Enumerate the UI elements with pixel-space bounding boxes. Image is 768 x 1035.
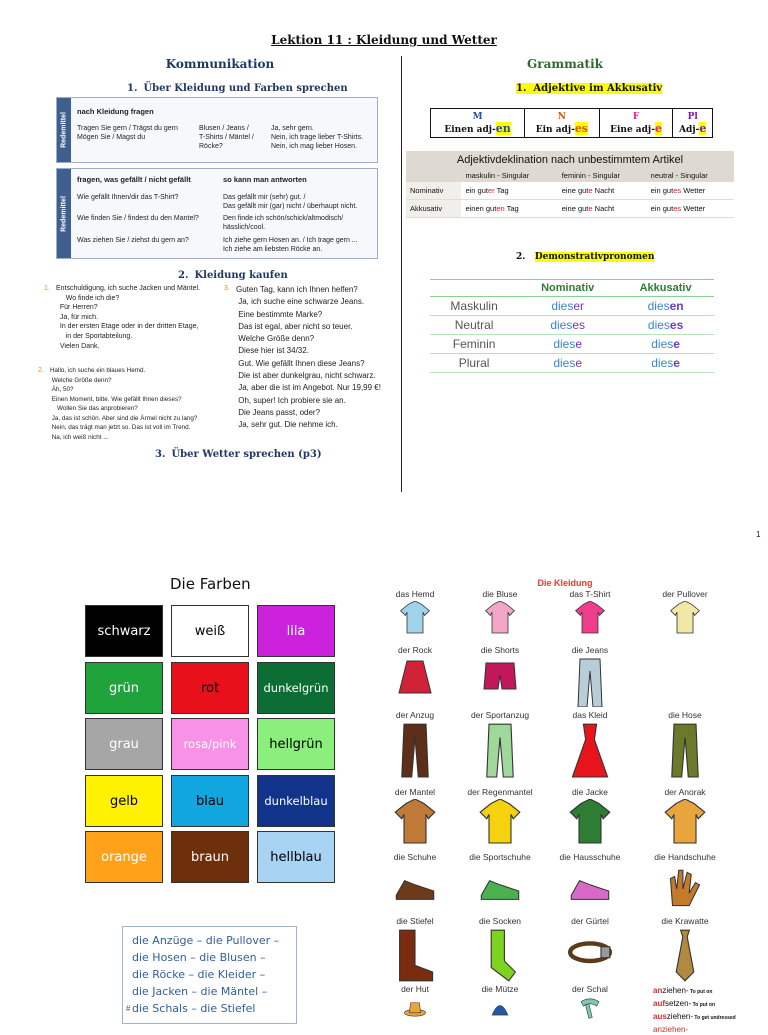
jeans-icon bbox=[568, 657, 612, 707]
demonstrative-header: Akkusativ bbox=[617, 280, 714, 297]
adjective-ending-row bbox=[431, 109, 713, 138]
verb-prefix: an bbox=[653, 986, 663, 995]
color-swatch-dunkelblau: dunkelblau bbox=[257, 775, 335, 827]
dress-icon bbox=[568, 722, 612, 787]
verb-line bbox=[653, 998, 736, 1011]
demonstrative-label: Neutral bbox=[430, 316, 518, 335]
declension-prefix: einen gut bbox=[465, 204, 497, 213]
gender-form-prefix: Adj- bbox=[679, 124, 700, 135]
demonstrative-header: Nominativ bbox=[518, 280, 617, 297]
declension-noun: Tag bbox=[494, 186, 509, 195]
declension-header-row bbox=[406, 169, 734, 182]
declension-body bbox=[406, 182, 734, 218]
gender-form bbox=[431, 123, 524, 136]
demonstrative-ending: e bbox=[673, 337, 680, 351]
clothing-label: der Hut bbox=[401, 984, 429, 994]
demonstrative-stem: dies bbox=[550, 318, 573, 332]
declension-prefix: ein gut bbox=[650, 186, 674, 195]
box1-col1: Tragen Sie gern / Trägst du gern Mögen Sie / Magst du bbox=[77, 125, 178, 141]
declension-row bbox=[406, 200, 734, 218]
blouse-icon bbox=[478, 601, 522, 641]
shirt-icon bbox=[393, 601, 437, 641]
demonstrative-stem: dies bbox=[551, 299, 574, 313]
dialog-1-number: 1. bbox=[44, 285, 50, 292]
declension-case-label: Akkusativ bbox=[406, 200, 461, 218]
tie-icon bbox=[663, 928, 707, 986]
demonstrative-row bbox=[430, 316, 714, 335]
sweater-icon bbox=[663, 601, 707, 641]
section-2-heading bbox=[178, 270, 288, 281]
clothing-label: der Mantel bbox=[394, 787, 436, 797]
declension-prefix: ein gut bbox=[465, 186, 488, 195]
sneakers-icon bbox=[478, 864, 522, 916]
clothing-label: die Sportschuhe bbox=[469, 852, 531, 862]
clothing-label: der Anorak bbox=[664, 787, 706, 797]
demonstrative-label: Maskulin bbox=[430, 297, 518, 316]
clothing-label: die Socken bbox=[478, 916, 522, 926]
box2-question-1: Wie gefällt Ihnen/dir das T-Shirt? bbox=[77, 194, 179, 201]
demonstrative-header-empty bbox=[430, 280, 518, 297]
demonstrative-ending: e bbox=[575, 337, 583, 351]
clothing-label: der Gürtel bbox=[571, 916, 609, 926]
demonstrative-akkusativ bbox=[617, 297, 714, 316]
declension-prefix: eine gut bbox=[561, 204, 589, 213]
page-number: 1 bbox=[756, 530, 761, 539]
clothing-label: der Rock bbox=[397, 645, 432, 655]
declension-noun: Nacht bbox=[592, 204, 615, 213]
demonstrative-ending: es bbox=[669, 318, 684, 332]
adjective-ending-table bbox=[430, 108, 713, 138]
color-swatch-blau: blau bbox=[171, 775, 249, 827]
clothing-label: die Stiefel bbox=[396, 916, 434, 926]
clothing-label: die Jacke bbox=[572, 787, 608, 797]
verb-rest: anziehen- bbox=[653, 1025, 689, 1034]
grammar-1-heading bbox=[516, 83, 662, 94]
box1-col2: Blusen / Jeans / T-Shirts / Mäntel / Röcke? bbox=[199, 125, 254, 150]
dialog-3: Guten Tag, kann ich Ihnen helfen? Ja, ich suche eine schwarze Jeans. Eine bestimmte Marke? Das ist egal, aber nicht so teuer. Welche Größe denn? Diese hier ist 34/32. Gut. Wie gefällt Ihnen diese Jeans? Die ist aber dunkelgrau, nicht schwarz. Ja, aber die ist im Angebot. Nur 19,99 €! Oh, super! Ich probiere sie an. Die Jeans passt, oder? Ja, sehr gut. Die nehme ich. bbox=[236, 285, 381, 430]
gender-form-prefix: Eine adj- bbox=[610, 124, 655, 135]
kommunikation-heading: Kommunikation bbox=[165, 57, 275, 71]
verb-prefix: auf bbox=[653, 999, 665, 1008]
box2-answer-2: Den finde ich schön/schick/altmodisch/ hässlich/cool. bbox=[223, 215, 344, 231]
grammar-2-heading bbox=[516, 252, 654, 262]
demonstrative-stem: dies bbox=[553, 337, 576, 351]
verb-rest: ziehen- bbox=[662, 986, 689, 995]
declension-table bbox=[406, 151, 734, 218]
section-3-heading bbox=[155, 449, 322, 460]
gender-form bbox=[673, 123, 712, 136]
clothing-label: das T-Shirt bbox=[569, 589, 611, 599]
demonstrative-stem: dies bbox=[651, 356, 674, 370]
dialog-2-number: 2. bbox=[38, 367, 44, 374]
gender-label: Pl bbox=[687, 111, 698, 122]
verb-rest: setzen- bbox=[665, 999, 692, 1008]
color-swatch-orange: orange bbox=[85, 831, 163, 883]
clothing-label: die Handschuhe bbox=[654, 852, 716, 862]
clothing-label: die Schuhe bbox=[393, 852, 437, 862]
dialog-1: Entschuldigung, ich suche Jacken und Mäntel. Wo finde ich die? Für Herren? Ja, für mich. In der ersten Etage oder in der dritten Etage, in der Sportabteilung. Vielen Dank. bbox=[56, 285, 200, 350]
scarf-icon bbox=[568, 996, 612, 1024]
grammar-1-number: 1. bbox=[516, 83, 527, 94]
declension-ending: e bbox=[588, 204, 593, 213]
gender-form bbox=[525, 123, 598, 136]
clothing-label: der Sportanzug bbox=[470, 710, 530, 720]
gender-form-prefix: Einen adj- bbox=[444, 124, 496, 135]
declension-noun: Tag bbox=[504, 204, 519, 213]
color-swatch-schwarz: schwarz bbox=[85, 605, 163, 657]
demonstrative-row bbox=[430, 297, 714, 316]
gender-form-ending: es bbox=[574, 121, 589, 135]
color-swatch-hellgrün: hellgrün bbox=[257, 718, 335, 770]
skirt-icon bbox=[393, 657, 437, 707]
demonstrative-stem: dies bbox=[651, 337, 674, 351]
cap-icon bbox=[478, 996, 522, 1024]
boots-icon bbox=[393, 928, 437, 986]
box1-heading: nach Kleidung fragen bbox=[77, 107, 154, 116]
demonstrative-ending: e bbox=[673, 356, 680, 370]
socks-icon bbox=[478, 928, 522, 986]
color-swatch-lila: lila bbox=[257, 605, 335, 657]
declension-noun: Wetter bbox=[681, 186, 706, 195]
clothing-label: die Mütze bbox=[481, 984, 519, 994]
section-1-title: Über Kleidung und Farben sprechen bbox=[143, 83, 348, 94]
color-swatch-dunkelgrün: dunkelgrün bbox=[257, 662, 335, 714]
declension-header: neutral - Singular bbox=[647, 169, 734, 182]
suit-icon bbox=[393, 722, 437, 787]
shorts-icon bbox=[478, 657, 522, 707]
demonstrative-row bbox=[430, 354, 714, 373]
section-1-heading bbox=[127, 83, 348, 94]
declension-noun: Wetter bbox=[681, 204, 706, 213]
section-3-number: 3. bbox=[155, 449, 166, 460]
grammar-2-title: Demonstrativpronomen bbox=[534, 252, 655, 262]
jacket-icon bbox=[568, 799, 612, 854]
demonstrative-ending: er bbox=[573, 299, 585, 313]
gender-label: F bbox=[632, 111, 640, 122]
gender-form-ending: en bbox=[495, 121, 511, 135]
demonstrative-body bbox=[430, 297, 714, 373]
declension-ending: en bbox=[496, 204, 505, 213]
box1-col3: Ja, sehr gern. Nein, ich trage lieber T-Shirts. Nein, ich mag lieber Hosen. bbox=[271, 125, 364, 150]
declension-ending: es bbox=[673, 204, 682, 213]
demonstrative-nominativ bbox=[518, 297, 617, 316]
verb-prefix: aus bbox=[653, 1012, 667, 1021]
gender-form bbox=[600, 123, 673, 136]
verb-list bbox=[653, 985, 736, 1035]
colors-title: Die Farben bbox=[170, 575, 251, 593]
demonstrative-nominativ bbox=[518, 316, 617, 335]
clothing-label: das Hemd bbox=[395, 589, 435, 599]
color-swatch-gelb: gelb bbox=[85, 775, 163, 827]
demonstrative-label: Feminin bbox=[430, 335, 518, 354]
gender-cell-f bbox=[599, 109, 673, 138]
clothing-label: die Jeans bbox=[571, 645, 609, 655]
box2-question-2: Wie finden Sie / findest du den Mantel? bbox=[77, 215, 199, 222]
verb-line bbox=[653, 985, 736, 998]
color-swatch-grün: grün bbox=[85, 662, 163, 714]
redemittel-box-2 bbox=[56, 168, 378, 259]
demonstrative-ending: es bbox=[572, 318, 586, 332]
anorak-icon bbox=[663, 799, 707, 854]
gender-form-prefix: Ein adj- bbox=[535, 124, 575, 135]
tshirt-icon bbox=[568, 601, 612, 641]
redemittel-tab bbox=[57, 169, 71, 258]
declension-cell bbox=[558, 182, 647, 200]
demonstrative-nominativ bbox=[518, 335, 617, 354]
declension-ending: e bbox=[588, 186, 593, 195]
demonstrative-ending: en bbox=[669, 299, 684, 313]
section-2-title: Kleidung kaufen bbox=[194, 270, 288, 281]
plural-list-mark: # bbox=[126, 1004, 131, 1013]
declension-header: feminin - Singular bbox=[558, 169, 647, 182]
declension-prefix: ein gut bbox=[650, 204, 674, 213]
box2-answer-1: Das gefällt mir (sehr) gut. / Das gefällt mir (gar) nicht / überhaupt nicht. bbox=[223, 194, 358, 210]
grammar-2-number: 2. bbox=[516, 252, 526, 262]
clothing-label: der Anzug bbox=[395, 710, 435, 720]
declension-ending: es bbox=[673, 186, 682, 195]
grammatik-heading: Grammatik bbox=[527, 57, 603, 71]
clothing-label: die Hose bbox=[668, 710, 702, 720]
box2-answer-3: Ich ziehe gern Hosen an. / Ich trage gern ... Ich ziehe am liebsten Röcke an. bbox=[223, 237, 358, 253]
demonstrative-table bbox=[430, 279, 714, 373]
gender-cell-m bbox=[431, 109, 525, 138]
color-swatch-braun: braun bbox=[171, 831, 249, 883]
gloves-icon bbox=[663, 864, 707, 916]
demonstrative-row bbox=[430, 335, 714, 354]
box2-heading-left: fragen, was gefällt / nicht gefällt bbox=[77, 175, 191, 184]
slippers-icon bbox=[568, 864, 612, 916]
clothing-label: die Shorts bbox=[480, 645, 520, 655]
redemittel-box-1 bbox=[56, 97, 378, 163]
redemittel-tab-label: Redemittel bbox=[60, 195, 68, 232]
gender-label: M bbox=[472, 111, 483, 122]
verb-note: To get undressed bbox=[693, 1015, 736, 1021]
belt-icon bbox=[568, 928, 612, 986]
clothing-label: der Schal bbox=[572, 984, 608, 994]
clothing-title: Die Kleidung bbox=[537, 578, 593, 588]
declension-cell bbox=[558, 200, 647, 218]
clothing-label: der Regenmantel bbox=[467, 787, 533, 797]
declension-cell bbox=[461, 182, 557, 200]
declension-caption: Adjektivdeklination nach unbestimmtem Artikel bbox=[406, 151, 734, 169]
clothing-label: das Kleid bbox=[572, 710, 608, 720]
declension-header: maskulin - Singular bbox=[461, 169, 557, 182]
verb-line bbox=[653, 1011, 736, 1024]
section-3-title: Über Wetter sprechen (p3) bbox=[171, 449, 322, 460]
shoes-icon bbox=[393, 864, 437, 916]
gender-form-ending: e bbox=[699, 121, 707, 135]
document-title: Lektion 11 : Kleidung und Wetter bbox=[271, 33, 497, 47]
dialog-3-number: 3. bbox=[224, 285, 230, 292]
clothing-label: der Pullover bbox=[662, 589, 708, 599]
verb-note: To put on bbox=[691, 1002, 716, 1008]
box2-question-3: Was ziehen Sie / ziehst du gern an? bbox=[77, 237, 189, 244]
redemittel-tab bbox=[57, 98, 71, 162]
gender-label: N bbox=[557, 111, 566, 122]
gender-form-ending: e bbox=[654, 121, 662, 135]
section-1-number: 1. bbox=[127, 83, 138, 94]
demonstrative-akkusativ bbox=[617, 354, 714, 373]
verb-note: To put on bbox=[688, 989, 713, 995]
demonstrative-stem: dies bbox=[647, 318, 670, 332]
declension-row bbox=[406, 182, 734, 200]
color-swatch-hellblau: hellblau bbox=[257, 831, 335, 883]
grammar-1-title: Adjektive im Akkusativ bbox=[533, 83, 663, 94]
coat-icon bbox=[393, 799, 437, 854]
raincoat-icon bbox=[478, 799, 522, 854]
verb-rest: ziehen- bbox=[666, 1012, 694, 1021]
redemittel-tab-label: Redemittel bbox=[60, 112, 68, 148]
demonstrative-ending: e bbox=[575, 356, 583, 370]
demonstrative-stem: dies bbox=[553, 356, 576, 370]
demonstrative-label: Plural bbox=[430, 354, 518, 373]
color-swatch-rot: rot bbox=[171, 662, 249, 714]
color-swatch-rosa-pink: rosa/pink bbox=[171, 718, 249, 770]
gender-cell-n bbox=[525, 109, 599, 138]
column-divider bbox=[401, 56, 402, 492]
declension-case-label: Nominativ bbox=[406, 182, 461, 200]
demonstrative-header-row bbox=[430, 280, 714, 297]
hat-icon bbox=[393, 996, 437, 1024]
declension-cell bbox=[647, 182, 734, 200]
color-swatch-grau: grau bbox=[85, 718, 163, 770]
demonstrative-stem: dies bbox=[647, 299, 670, 313]
section-2-number: 2. bbox=[178, 270, 189, 281]
declension-prefix: eine gut bbox=[561, 186, 589, 195]
clothing-label: die Bluse bbox=[482, 589, 518, 599]
declension-cell bbox=[461, 200, 557, 218]
trousers-icon bbox=[663, 722, 707, 787]
declension-ending: er bbox=[487, 186, 495, 195]
plural-list: die Anzüge – die Pullover – die Hosen – die Blusen – die Röcke – die Kleider – die Jacken – die Mäntel – die Schals – die Stiefel bbox=[132, 934, 280, 1015]
declension-cell bbox=[647, 200, 734, 218]
box2-heading-right: so kann man antworten bbox=[223, 175, 307, 184]
verb-line bbox=[653, 1024, 736, 1035]
clothing-label: die Hausschuhe bbox=[559, 852, 621, 862]
declension-header-empty bbox=[406, 169, 461, 182]
declension-noun: Nacht bbox=[592, 186, 615, 195]
demonstrative-akkusativ bbox=[617, 316, 714, 335]
demonstrative-nominativ bbox=[518, 354, 617, 373]
demonstrative-akkusativ bbox=[617, 335, 714, 354]
color-swatch-weiß: weiß bbox=[171, 605, 249, 657]
dialog-2: Hallo, ich suche ein blaues Hemd. Welche Größe denn? Äh, 50? Einen Moment, bitte. Wie gefällt Ihnen dieses? Wollen Sie das anprobieren? Ja, das ist schön. Aber sind die Ärmel nicht zu lang? Nein, das trägt man jetzt so. Das ist voll im Trend. Na, ich weiß nicht ... bbox=[50, 367, 198, 441]
clothing-label: die Krawatte bbox=[661, 916, 709, 926]
tracksuit-icon bbox=[478, 722, 522, 787]
gender-cell-pl bbox=[673, 109, 713, 138]
